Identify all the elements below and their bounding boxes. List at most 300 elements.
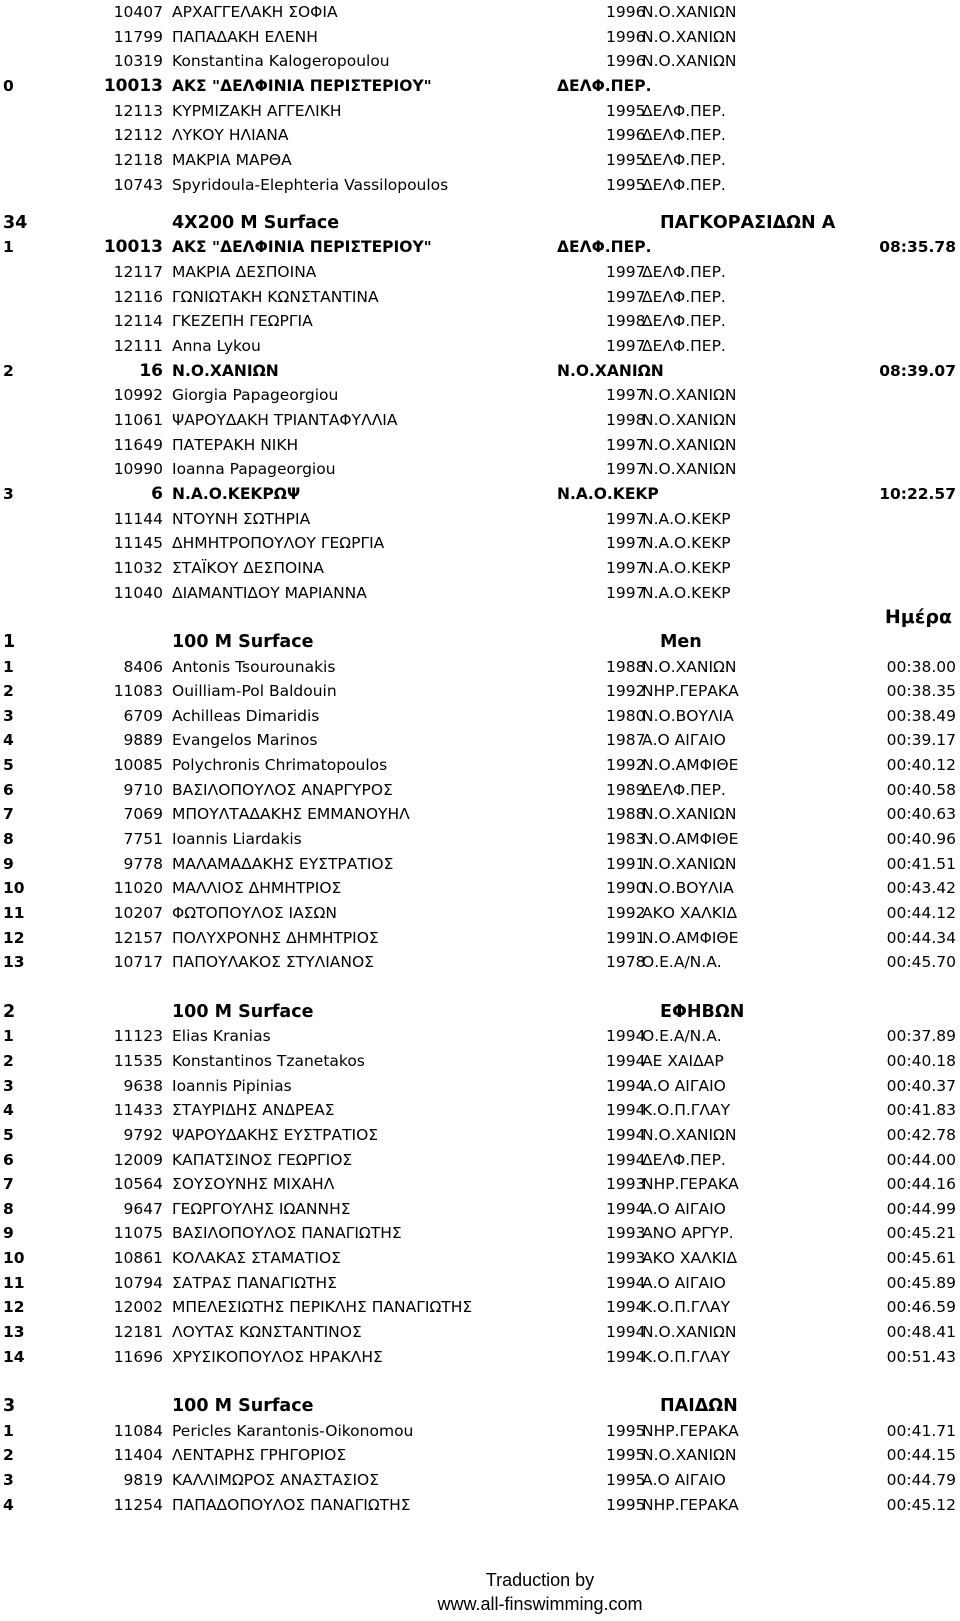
- birth-year: 1997: [606, 460, 646, 479]
- athlete-code: 12117: [113, 263, 163, 282]
- athlete-code: 10861: [113, 1249, 163, 1268]
- result-row: [0, 950, 960, 975]
- athlete-code: 7069: [123, 805, 163, 824]
- place: 5: [3, 756, 14, 775]
- birth-year: 1994: [606, 1027, 646, 1046]
- athlete-name: ΓΚΕΖΕΠΗ ΓΕΩΡΓΙΑ: [172, 312, 313, 331]
- result-time: 00:39.17: [886, 731, 956, 750]
- place: 2: [3, 361, 14, 380]
- team-name: Ν.Ο.ΧΑΝΙΩΝ: [172, 361, 279, 380]
- result-time: 00:45.12: [886, 1495, 956, 1514]
- result-row: [0, 1024, 960, 1049]
- event-category: ΕΦΗΒΩΝ: [660, 1001, 745, 1022]
- birth-year: 1996: [606, 52, 646, 71]
- athlete-code: 11075: [113, 1224, 163, 1243]
- athlete-name: ΠΑΠΑΔΑΚΗ ΕΛΕΝΗ: [172, 27, 318, 46]
- relay-member-row: [0, 581, 960, 606]
- place: 10: [3, 879, 25, 898]
- club-name: Ν.Ο.ΧΑΝΙΩΝ: [642, 657, 737, 676]
- athlete-code: 11083: [113, 682, 163, 701]
- team-time: 10:22.57: [879, 484, 956, 503]
- result-row: [0, 778, 960, 803]
- result-row: [0, 1320, 960, 1345]
- athlete-name: ΜΑΚΡΙΑ ΔΕΣΠΟΙΝΑ: [172, 263, 317, 282]
- athlete-name: ΣΟΥΣΟΥΝΗΣ ΜΙΧΑΗΛ: [172, 1175, 335, 1194]
- athlete-code: 10407: [113, 3, 163, 21]
- result-time: 00:40.18: [886, 1051, 956, 1070]
- event-header: [0, 1000, 960, 1025]
- club-name: ΑΕ ΧΑΙΔΑΡ: [642, 1051, 724, 1070]
- club-name: Ν.Ο.ΧΑΝΙΩΝ: [642, 1446, 737, 1465]
- place: 7: [3, 805, 14, 824]
- relay-member-row: [0, 260, 960, 285]
- club-name: Α.Ο ΑΙΓΑΙΟ: [642, 1199, 726, 1218]
- place: 1: [3, 1421, 14, 1440]
- club-name: Ο.Ε.Α/Ν.Α.: [642, 1027, 722, 1046]
- athlete-name: ΜΑΚΡΙΑ ΜΑΡΘΑ: [172, 150, 292, 169]
- birth-year: 1991: [606, 854, 646, 873]
- birth-year: 1995: [606, 1495, 646, 1514]
- event-number: 1: [3, 631, 16, 652]
- team-time: 08:35.78: [879, 238, 956, 257]
- result-row: [0, 1197, 960, 1222]
- result-time: 00:40.96: [886, 830, 956, 848]
- athlete-code: 10564: [113, 1175, 163, 1194]
- club-name: Ν.Α.Ο.ΚΕΚΡ: [642, 583, 731, 602]
- athlete-name: ΛΕΝΤΑΡΗΣ ΓΡΗΓΟΡΙΟΣ: [172, 1446, 347, 1465]
- athlete-name: ΣΤΑΪΚΟΥ ΔΕΣΠΟΙΝΑ: [172, 558, 325, 577]
- athlete-code: 10207: [113, 904, 163, 922]
- relay-team-row: [0, 235, 960, 260]
- result-time: 00:40.63: [886, 805, 956, 824]
- athlete-name: ΨΑΡΟΥΔΑΚΗ ΤΡΙΑΝΤΑΦΥΛΛΙΑ: [172, 411, 398, 429]
- relay-member-row: [0, 457, 960, 482]
- birth-year: 1994: [606, 1323, 646, 1341]
- result-time: 00:38.35: [886, 682, 956, 701]
- club-name: ΔΕΛΦ.ΠΕΡ.: [642, 287, 726, 306]
- birth-year: 1997: [606, 386, 646, 405]
- relay-member-row: [0, 25, 960, 50]
- team-name: ΑΚΣ "ΔΕΛΦΙΝΙΑ ΠΕΡΙΣΤΕΡΙΟΥ": [172, 238, 432, 257]
- relay-member-row: [0, 148, 960, 173]
- place: 0: [3, 76, 14, 95]
- result-time: 00:38.00: [886, 657, 956, 676]
- birth-year: 1997: [606, 509, 646, 528]
- result-row: [0, 1049, 960, 1074]
- place: 5: [3, 1125, 14, 1144]
- result-row: [0, 704, 960, 729]
- birth-year: 1997: [606, 337, 646, 355]
- team-club: Ν.Α.Ο.ΚΕΚΡ: [557, 484, 659, 503]
- birth-year: 1998: [606, 411, 646, 429]
- relay-team-row: [0, 74, 960, 99]
- club-name: Ν.Ο.ΧΑΝΙΩΝ: [642, 27, 737, 46]
- result-time: 00:40.12: [886, 756, 956, 775]
- athlete-code: 9819: [123, 1470, 163, 1489]
- club-name: ΔΕΛΦ.ΠΕΡ.: [642, 126, 726, 145]
- result-time: 00:45.21: [886, 1224, 956, 1243]
- team-code: 6: [151, 483, 163, 504]
- athlete-name: ΦΩΤΟΠΟΥΛΟΣ ΙΑΣΩΝ: [172, 904, 337, 922]
- athlete-code: 11144: [113, 509, 163, 528]
- athlete-name: Konstantina Kalogeropoulou: [172, 52, 390, 71]
- athlete-code: 10717: [113, 953, 163, 972]
- club-name: ΔΕΛΦ.ΠΕΡ.: [642, 1150, 726, 1169]
- athlete-name: Elias Kranias: [172, 1027, 271, 1046]
- place: 3: [3, 484, 14, 503]
- birth-year: 1997: [606, 558, 646, 577]
- athlete-code: 11145: [113, 534, 163, 553]
- athlete-name: ΨΑΡΟΥΔΑΚΗΣ ΕΥΣΤΡΑΤΙΟΣ: [172, 1125, 379, 1144]
- club-name: ΔΕΛΦ.ΠΕΡ.: [642, 312, 726, 331]
- birth-year: 1980: [606, 706, 646, 725]
- relay-member-row: [0, 285, 960, 310]
- event-header: [0, 211, 960, 236]
- birth-year: 1991: [606, 928, 646, 947]
- birth-year: 1995: [606, 150, 646, 169]
- event-number: 2: [3, 1001, 16, 1022]
- athlete-code: 12009: [113, 1150, 163, 1169]
- result-time: 00:37.89: [886, 1027, 956, 1046]
- place: 9: [3, 854, 14, 873]
- relay-member-row: [0, 408, 960, 433]
- birth-year: 1994: [606, 1199, 646, 1218]
- athlete-code: 10990: [113, 460, 163, 479]
- place: 2: [3, 682, 14, 701]
- result-time: 00:44.99: [886, 1199, 956, 1218]
- athlete-name: Konstantinos Tzanetakos: [172, 1051, 365, 1070]
- team-time: 08:39.07: [879, 361, 956, 380]
- athlete-code: 11254: [113, 1495, 163, 1514]
- club-name: Ν.Ο.ΧΑΝΙΩΝ: [642, 1125, 737, 1144]
- athlete-name: Ioannis Liardakis: [172, 830, 302, 848]
- event-name: 100 M Surface: [172, 1001, 314, 1022]
- athlete-name: ΠΟΛΥΧΡΟΝΗΣ ΔΗΜΗΤΡΙΟΣ: [172, 928, 379, 947]
- athlete-name: ΠΑΤΕΡΑΚΗ ΝΙΚΗ: [172, 435, 299, 454]
- athlete-code: 12157: [113, 928, 163, 947]
- club-name: ΝΗΡ.ΓΕΡΑΚΑ: [642, 1175, 739, 1194]
- birth-year: 1995: [606, 1421, 646, 1440]
- birth-year: 1995: [606, 101, 646, 120]
- birth-year: 1997: [606, 287, 646, 306]
- relay-member-row: [0, 309, 960, 334]
- athlete-name: ΜΠΟΥΛΤΑΔΑΚΗΣ ΕΜΜΑΝΟΥΗΛ: [172, 805, 410, 824]
- result-time: 00:48.41: [886, 1323, 956, 1341]
- athlete-code: 10992: [113, 386, 163, 405]
- birth-year: 1978: [606, 953, 646, 972]
- club-name: ΝΗΡ.ΓΕΡΑΚΑ: [642, 1495, 739, 1514]
- birth-year: 1993: [606, 1175, 646, 1194]
- result-row: [0, 802, 960, 827]
- club-name: Ν.Α.Ο.ΚΕΚΡ: [642, 558, 731, 577]
- birth-year: 1989: [606, 780, 646, 799]
- athlete-code: 10319: [113, 52, 163, 71]
- birth-year: 1988: [606, 805, 646, 824]
- club-name: ΔΕΛΦ.ΠΕΡ.: [642, 101, 726, 120]
- result-row: [0, 1123, 960, 1148]
- athlete-name: ΣΤΑΥΡΙΔΗΣ ΑΝΔΡΕΑΣ: [172, 1101, 335, 1120]
- birth-year: 1997: [606, 534, 646, 553]
- place: 10: [3, 1249, 25, 1268]
- result-time: 00:40.58: [886, 780, 956, 799]
- result-row: [0, 1221, 960, 1246]
- club-name: Ν.Ο.ΧΑΝΙΩΝ: [642, 854, 737, 873]
- club-name: Ν.Ο.ΧΑΝΙΩΝ: [642, 3, 737, 21]
- event-number: 3: [3, 1396, 16, 1416]
- place: 2: [3, 1051, 14, 1070]
- athlete-name: Ioannis Pipinias: [172, 1076, 292, 1095]
- event-category: Men: [660, 631, 702, 652]
- event-name: 4X200 M Surface: [172, 212, 340, 233]
- athlete-code: 6709: [123, 706, 163, 725]
- result-row: [0, 1419, 960, 1444]
- club-name: Α.Ο ΑΙΓΑΙΟ: [642, 1273, 726, 1292]
- club-name: Ν.Ο.ΧΑΝΙΩΝ: [642, 386, 737, 405]
- place: 4: [3, 731, 14, 750]
- club-name: Ο.Ε.Α/Ν.Α.: [642, 953, 722, 972]
- team-name: Ν.Α.Ο.ΚΕΚΡΩΨ: [172, 484, 301, 503]
- footer-credit: Traduction by: [485, 1570, 595, 1590]
- birth-year: 1994: [606, 1347, 646, 1366]
- athlete-code: 11799: [113, 27, 163, 46]
- place: 12: [3, 1298, 25, 1317]
- relay-member-row: [0, 531, 960, 556]
- athlete-code: 11404: [113, 1446, 163, 1465]
- result-row: [0, 852, 960, 877]
- relay-member-row: [0, 433, 960, 458]
- club-name: Ν.Ο.ΧΑΝΙΩΝ: [642, 805, 737, 824]
- athlete-name: ΔΗΜΗΤΡΟΠΟΥΛΟΥ ΓΕΩΡΓΙΑ: [172, 534, 385, 553]
- place: 4: [3, 1101, 14, 1120]
- athlete-name: ΜΑΛΑΜΑΔΑΚΗΣ ΕΥΣΤΡΑΤΙΟΣ: [172, 854, 394, 873]
- result-time: 00:44.79: [886, 1470, 956, 1489]
- athlete-name: Ouilliam-Pol Baldouin: [172, 682, 337, 701]
- result-time: 00:45.61: [886, 1249, 956, 1268]
- result-row: [0, 1468, 960, 1493]
- athlete-name: Spyridoula-Elephteria Vassilopoulos: [172, 175, 449, 194]
- result-row: [0, 1493, 960, 1518]
- athlete-name: ΔΙΑΜΑΝΤΙΔΟΥ ΜΑΡΙΑΝΝΑ: [172, 583, 367, 602]
- athlete-name: ΚΑΠΑΤΣΙΝΟΣ ΓΕΩΡΓΙΟΣ: [172, 1150, 353, 1169]
- relay-team-row: [0, 359, 960, 384]
- place: 1: [3, 1027, 14, 1046]
- athlete-code: 11032: [113, 558, 163, 577]
- club-name: ΔΕΛΦ.ΠΕΡ.: [642, 337, 726, 355]
- relay-member-row: [0, 383, 960, 408]
- athlete-name: Polychronis Chrimatopoulos: [172, 756, 388, 775]
- athlete-code: 12111: [113, 337, 163, 355]
- club-name: ΝΗΡ.ΓΕΡΑΚΑ: [642, 682, 739, 701]
- athlete-name: ΚΥΡΜΙΖΑΚΗ ΑΓΓΕΛΙΚΗ: [172, 101, 342, 120]
- birth-year: 1983: [606, 830, 646, 848]
- athlete-name: ΓΩΝΙΩΤΑΚΗ ΚΩΝΣΤΑΝΤΙΝΑ: [172, 287, 379, 306]
- result-row: [0, 926, 960, 951]
- birth-year: 1994: [606, 1101, 646, 1120]
- result-time: 00:41.83: [886, 1101, 956, 1120]
- athlete-name: ΒΑΣΙΛΟΠΟΥΛΟΣ ΠΑΝΑΓΙΩΤΗΣ: [172, 1224, 402, 1243]
- place: 11: [3, 904, 25, 922]
- birth-year: 1994: [606, 1076, 646, 1095]
- club-name: Ν.Ο.ΧΑΝΙΩΝ: [642, 1323, 737, 1341]
- result-row: [0, 1443, 960, 1468]
- athlete-code: 11535: [113, 1051, 163, 1070]
- team-name: ΑΚΣ "ΔΕΛΦΙΝΙΑ ΠΕΡΙΣΤΕΡΙΟΥ": [172, 76, 432, 95]
- athlete-code: 7751: [123, 830, 163, 848]
- birth-year: 1997: [606, 435, 646, 454]
- birth-year: 1997: [606, 263, 646, 282]
- athlete-name: ΚΑΛΛΙΜΩΡΟΣ ΑΝΑΣΤΑΣΙΟΣ: [172, 1470, 380, 1489]
- club-name: Ν.Ο.ΒΟΥΛΙΑ: [642, 706, 734, 725]
- athlete-code: 9792: [123, 1125, 163, 1144]
- place: 8: [3, 830, 14, 848]
- relay-member-row: [0, 334, 960, 359]
- event-category: ΠΑΓΚΟΡΑΣΙΔΩΝ Α: [660, 212, 836, 233]
- athlete-name: ΓΕΩΡΓΟΥΛΗΣ ΙΩΑΝΝΗΣ: [172, 1199, 351, 1218]
- athlete-code: 12113: [113, 101, 163, 120]
- place: 12: [3, 928, 25, 947]
- birth-year: 1998: [606, 312, 646, 331]
- club-name: ΔΕΛΦ.ΠΕΡ.: [642, 175, 726, 194]
- athlete-code: 10085: [113, 756, 163, 775]
- place: 11: [3, 1273, 25, 1292]
- birth-year: 1996: [606, 126, 646, 145]
- result-row: [0, 1098, 960, 1123]
- birth-year: 1994: [606, 1051, 646, 1070]
- club-name: Ν.Ο.ΧΑΝΙΩΝ: [642, 460, 737, 479]
- athlete-code: 9710: [123, 780, 163, 799]
- team-club: ΔΕΛΦ.ΠΕΡ.: [557, 76, 652, 95]
- birth-year: 1994: [606, 1125, 646, 1144]
- team-code: 10013: [103, 75, 163, 96]
- result-row: [0, 1246, 960, 1271]
- day-label: Ημέρα: [884, 606, 952, 629]
- birth-year: 1992: [606, 756, 646, 775]
- place: 8: [3, 1199, 14, 1218]
- place: 6: [3, 780, 14, 799]
- team-code: 16: [139, 360, 163, 381]
- relay-member-row: [0, 49, 960, 74]
- result-row: [0, 876, 960, 901]
- club-name: Κ.Ο.Π.ΓΛΑΥ: [642, 1101, 731, 1120]
- club-name: ΔΕΛΦ.ΠΕΡ.: [642, 780, 726, 799]
- birth-year: 1993: [606, 1249, 646, 1268]
- athlete-name: ΝΤΟΥΝΗ ΣΩΤΗΡΙΑ: [172, 509, 311, 528]
- athlete-code: 12002: [113, 1298, 163, 1317]
- athlete-code: 10794: [113, 1273, 163, 1292]
- relay-member-row: [0, 173, 960, 198]
- athlete-name: Achilleas Dimaridis: [172, 706, 320, 725]
- club-name: Ν.Ο.ΒΟΥΛΙΑ: [642, 879, 734, 898]
- athlete-code: 11084: [113, 1421, 163, 1440]
- athlete-code: 11040: [113, 583, 163, 602]
- athlete-name: Pericles Karantonis-Oikonomou: [172, 1421, 414, 1440]
- birth-year: 1993: [606, 1224, 646, 1243]
- club-name: Ν.Ο.ΑΜΦΙΘΕ: [642, 928, 739, 947]
- club-name: Α.Ο ΑΙΓΑΙΟ: [642, 1076, 726, 1095]
- relay-member-row: [0, 99, 960, 124]
- place: 13: [3, 953, 25, 972]
- birth-year: 1996: [606, 3, 646, 21]
- place: 3: [3, 1076, 14, 1095]
- result-time: 00:46.59: [886, 1298, 956, 1317]
- athlete-name: ΠΑΠΑΔΟΠΟΥΛΟΣ ΠΑΝΑΓΙΩΤΗΣ: [172, 1495, 411, 1514]
- result-time: 00:42.78: [886, 1125, 956, 1144]
- place: 7: [3, 1175, 14, 1194]
- place: 3: [3, 1470, 14, 1489]
- athlete-name: ΣΑΤΡΑΣ ΠΑΝΑΓΙΩΤΗΣ: [172, 1273, 337, 1292]
- result-time: 00:44.00: [886, 1150, 956, 1169]
- result-row: [0, 1345, 960, 1370]
- club-name: Κ.Ο.Π.ΓΛΑΥ: [642, 1298, 731, 1317]
- athlete-name: ΛΟΥΤΑΣ ΚΩΝΣΤΑΝΤΙΝΟΣ: [172, 1323, 362, 1341]
- athlete-code: 11649: [113, 435, 163, 454]
- athlete-code: 12114: [113, 312, 163, 331]
- birth-year: 1987: [606, 731, 646, 750]
- relay-member-row: [0, 0, 960, 25]
- birth-year: 1988: [606, 657, 646, 676]
- athlete-name: Antonis Tsourounakis: [172, 657, 336, 676]
- result-time: 00:44.15: [886, 1446, 956, 1465]
- club-name: Ν.Ο.ΧΑΝΙΩΝ: [642, 52, 737, 71]
- birth-year: 1995: [606, 1470, 646, 1489]
- result-row: [0, 901, 960, 926]
- result-time: 00:44.34: [886, 928, 956, 947]
- birth-year: 1996: [606, 27, 646, 46]
- place: 9: [3, 1224, 14, 1243]
- club-name: Ν.Α.Ο.ΚΕΚΡ: [642, 509, 731, 528]
- athlete-code: 11696: [113, 1347, 163, 1366]
- team-club: ΔΕΛΦ.ΠΕΡ.: [557, 238, 652, 257]
- athlete-code: 9647: [123, 1199, 163, 1218]
- club-name: Α.Ο ΑΙΓΑΙΟ: [642, 1470, 726, 1489]
- result-time: 00:41.71: [886, 1421, 956, 1440]
- athlete-code: 12118: [113, 150, 163, 169]
- athlete-name: Anna Lykou: [172, 337, 261, 355]
- athlete-code: 12181: [113, 1323, 163, 1341]
- athlete-name: ΛΥΚΟΥ ΗΛΙΑΝΑ: [172, 126, 289, 145]
- athlete-name: Giorgia Papageorgiou: [172, 386, 339, 405]
- club-name: ΝΗΡ.ΓΕΡΑΚΑ: [642, 1421, 739, 1440]
- result-row: [0, 1172, 960, 1197]
- result-row: [0, 728, 960, 753]
- place: 1: [3, 238, 14, 257]
- result-time: 00:51.43: [886, 1347, 956, 1366]
- team-code: 10013: [103, 237, 163, 258]
- athlete-code: 9778: [123, 854, 163, 873]
- athlete-name: ΜΠΕΛΕΣΙΩΤΗΣ ΠΕΡΙΚΛΗΣ ΠΑΝΑΓΙΩΤΗΣ: [172, 1298, 473, 1317]
- athlete-code: 9889: [123, 731, 163, 750]
- athlete-code: 9638: [123, 1076, 163, 1095]
- athlete-code: 8406: [123, 657, 163, 676]
- athlete-name: ΠΑΠΟΥΛΑΚΟΣ ΣΤΥΛΙΑΝΟΣ: [172, 953, 374, 972]
- result-time: 00:43.42: [886, 879, 956, 898]
- result-time: 00:45.70: [886, 953, 956, 972]
- result-row: [0, 655, 960, 680]
- athlete-code: 11061: [113, 411, 163, 429]
- result-time: 00:40.37: [886, 1076, 956, 1095]
- place: 14: [3, 1347, 25, 1366]
- club-name: Α.Ο ΑΙΓΑΙΟ: [642, 731, 726, 750]
- athlete-code: 11123: [113, 1027, 163, 1046]
- event-header: [0, 630, 960, 655]
- athlete-code: 10743: [113, 175, 163, 194]
- result-row: [0, 753, 960, 778]
- result-time: 00:38.49: [886, 706, 956, 725]
- event-number: 34: [3, 212, 28, 233]
- birth-year: 1992: [606, 682, 646, 701]
- relay-member-row: [0, 507, 960, 532]
- athlete-code: 12116: [113, 287, 163, 306]
